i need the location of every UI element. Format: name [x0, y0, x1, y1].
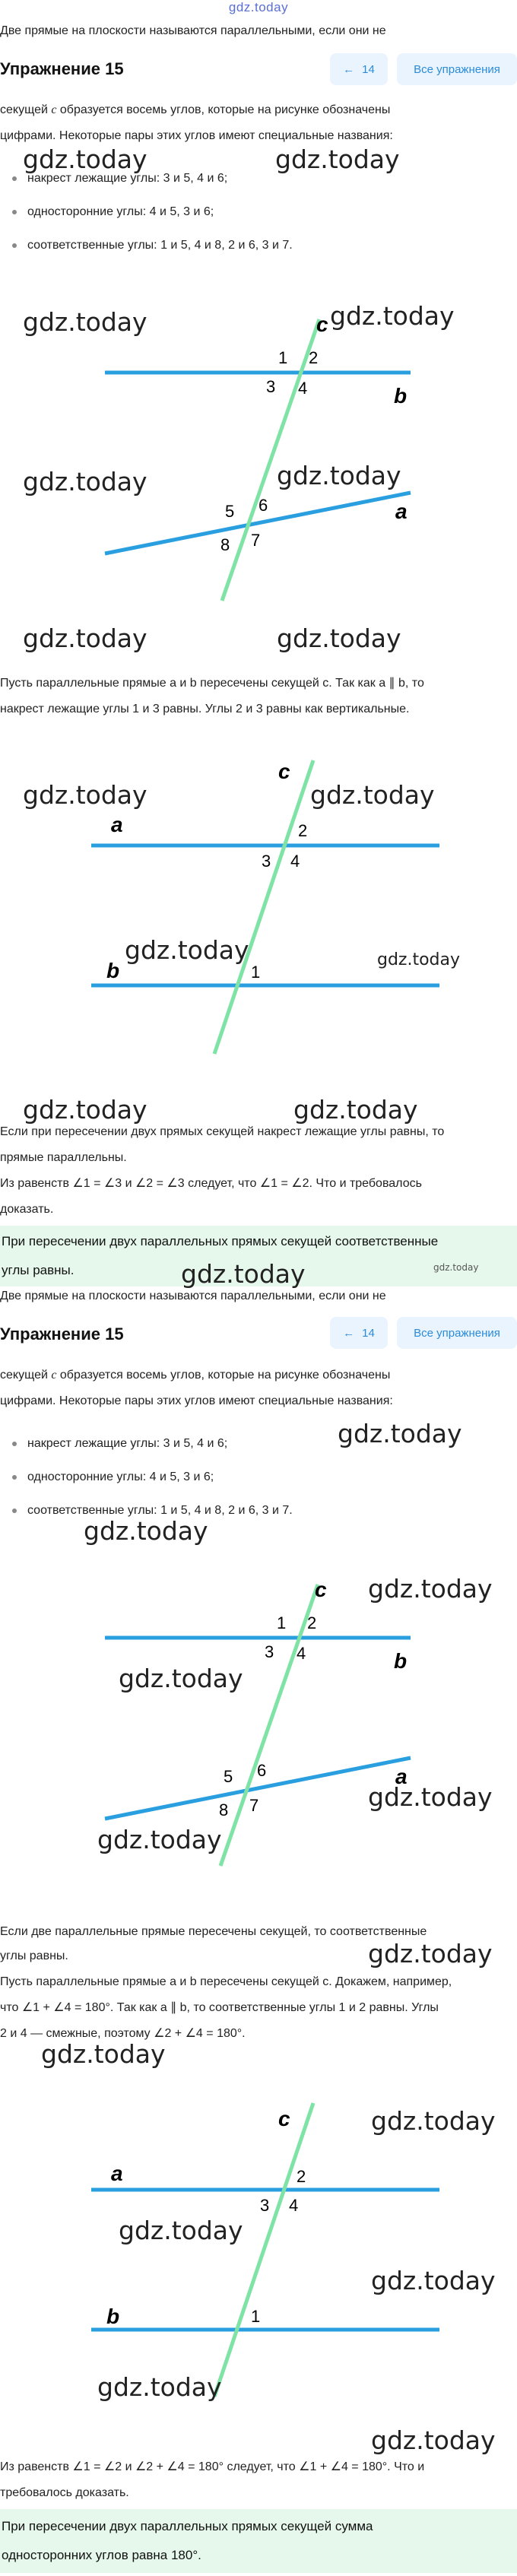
- var-c: c: [51, 1369, 57, 1382]
- list-item-text: накрест лежащие углы: 3 и 5, 4 и 6;: [27, 172, 228, 185]
- lead-text: Две прямые на плоскости называются параллельными, если они не: [0, 24, 386, 37]
- proof-line-2: накрест лежащие углы 1 и 3 равны. Углы 2 и 3 равны как вертикальные.: [0, 703, 410, 715]
- list-item: [12, 1469, 214, 1486]
- list-item-text: соответственные углы: 1 и 5, 4 и 8, 2 и 6, 3 и 7.: [27, 239, 293, 252]
- label-b: b: [394, 1649, 408, 1673]
- arrow-left-icon: ←: [343, 1326, 355, 1340]
- conclusion-line-1: Из равенств ∠1 = ∠2 и ∠2 + ∠4 = 180° следует, что ∠1 + ∠4 = 180°. Что и: [0, 2460, 425, 2473]
- watermark: gdz.today: [125, 935, 249, 965]
- angle-3: 3: [266, 377, 276, 396]
- watermark: gdz.today: [371, 2266, 496, 2295]
- watermark: gdz.today: [368, 1939, 493, 1968]
- label-a: a: [111, 813, 123, 836]
- conclusion-line-2: требовалось доказать.: [0, 2486, 129, 2499]
- line-c: [222, 319, 319, 601]
- label-b: b: [394, 384, 408, 408]
- watermark: gdz.today: [371, 2425, 496, 2455]
- angle-5: 5: [224, 1767, 233, 1786]
- angle-8: 8: [219, 1800, 229, 1819]
- watermark: gdz.today: [84, 1516, 208, 1546]
- angle-1: 1: [251, 963, 261, 982]
- angle-1: 1: [251, 2307, 261, 2326]
- proof-line-3: 2 и 4 — смежные, поэтому ∠2 + ∠4 = 180°.: [0, 2027, 246, 2040]
- watermark: gdz.today: [277, 623, 401, 653]
- watermark: gdz.today: [330, 301, 455, 331]
- angle-6: 6: [257, 1761, 267, 1780]
- watermark: gdz.today: [119, 2216, 243, 2245]
- proof-line-2: что ∠1 + ∠4 = 180°. Так как a ∥ b, то соответственные углы 1 и 2 равны. Углы: [0, 2001, 439, 2014]
- watermark: gdz.today: [23, 623, 147, 653]
- list-item-text: накрест лежащие углы: 3 и 5, 4 и 6;: [27, 1437, 228, 1450]
- angle-2: 2: [297, 2167, 306, 2186]
- label-b: b: [106, 2305, 120, 2328]
- watermark: gdz.today: [368, 1782, 493, 1812]
- watermark: gdz.today: [97, 2372, 222, 2402]
- line-c: [214, 2103, 313, 2397]
- angle-4: 4: [297, 1644, 306, 1663]
- label-a: a: [111, 2162, 123, 2185]
- label-c: c: [278, 2107, 290, 2130]
- all-exercises-button[interactable]: [397, 53, 517, 85]
- proof-line-1: Пусть параллельные прямые a и b пересечены секущей c. Так как a ∥ b, то: [0, 677, 424, 690]
- label-c: c: [316, 312, 328, 336]
- exercise-title: Упражнение 15: [0, 59, 124, 78]
- site-logo[interactable]: gdz.today: [228, 0, 289, 14]
- watermark: gdz.today: [371, 2106, 496, 2136]
- label-c: c: [278, 760, 290, 783]
- bullet-icon: [12, 1475, 17, 1480]
- angle-1: 1: [278, 348, 288, 367]
- watermark: gdz.today: [23, 1095, 147, 1125]
- label-b: b: [106, 959, 120, 982]
- statement-line-2: углы равны.: [0, 1949, 68, 1962]
- angle-7: 7: [251, 531, 261, 550]
- label-c: c: [315, 1578, 327, 1601]
- angle-3: 3: [262, 852, 271, 871]
- list-item-text: соответственные углы: 1 и 5, 4 и 8, 2 и 6, 3 и 7.: [27, 1504, 293, 1517]
- conclusion-line-2: прямые параллельны.: [0, 1151, 127, 1164]
- angle-6: 6: [258, 496, 268, 515]
- bullet-icon: [12, 243, 17, 248]
- label-a: a: [395, 500, 408, 523]
- theorem-line-1: При пересечении двух параллельных прямых секущей сумма: [2, 2519, 373, 2533]
- intro-line-2: цифрами. Некоторые пары этих углов имеют специальные названия:: [0, 129, 393, 142]
- intro-text: секущей: [0, 103, 52, 116]
- watermark: gdz.today: [23, 780, 147, 810]
- watermark: gdz.today: [368, 1574, 493, 1604]
- watermark: gdz.today: [181, 1259, 306, 1289]
- angle-4: 4: [289, 2196, 299, 2215]
- bullet-icon: [12, 176, 17, 181]
- theorem-line-2: углы равны.: [2, 1263, 75, 1277]
- theorem-line-1: При пересечении двух параллельных прямых секущей соответственные: [2, 1234, 439, 1248]
- angle-1: 1: [277, 1613, 287, 1632]
- watermark: gdz.today: [97, 1825, 222, 1854]
- conclusion-line-4: доказать.: [0, 1203, 54, 1216]
- conclusion-line-3: Из равенств ∠1 = ∠3 и ∠2 = ∠3 следует, что ∠1 = ∠2. Что и требовалось: [0, 1177, 422, 1190]
- statement-line-1: Если две параллельные прямые пересечены секущей, то соответственные: [0, 1925, 427, 1938]
- line-c: [220, 1585, 318, 1866]
- watermark: gdz.today: [23, 467, 147, 496]
- watermark: gdz.today: [23, 307, 147, 337]
- bullet-icon: [12, 1508, 17, 1513]
- angle-4: 4: [290, 852, 300, 871]
- exercise-title: Упражнение 15: [0, 1324, 124, 1344]
- intro-text: образуется восемь углов, которые на рисунке обозначены: [56, 1369, 391, 1382]
- watermark: gdz.today: [377, 950, 461, 969]
- angle-2: 2: [298, 821, 308, 840]
- prev-exercise-button[interactable]: [330, 1317, 388, 1349]
- prev-exercise-label: 14: [362, 1326, 375, 1340]
- theorem-line-2: односторонних углов равна 180°.: [2, 2548, 201, 2562]
- angle-5: 5: [225, 502, 235, 521]
- intro-line-1: [0, 102, 517, 119]
- angle-2: 2: [309, 348, 319, 367]
- watermark: gdz.today: [277, 461, 401, 490]
- prev-exercise-label: 14: [362, 62, 375, 76]
- watermark: gdz.today: [338, 1419, 462, 1448]
- angle-3: 3: [260, 2196, 270, 2215]
- intro-line-2: цифрами. Некоторые пары этих углов имеют специальные названия:: [0, 1394, 393, 1407]
- watermark: gdz.today: [23, 144, 147, 174]
- watermark: gdz.today: [41, 2039, 166, 2069]
- proof-line-1: Пусть параллельные прямые a и b пересечены секущей c. Докажем, например,: [0, 1975, 452, 1988]
- bullet-icon: [12, 210, 17, 214]
- list-item: [12, 1436, 227, 1452]
- arrow-left-icon: ←: [343, 62, 355, 76]
- lead-text: Две прямые на плоскости называются параллельными, если они не: [0, 1290, 386, 1302]
- all-exercises-label: Все упражнения: [414, 62, 500, 76]
- all-exercises-button[interactable]: [397, 1317, 517, 1349]
- label-a: a: [395, 1765, 408, 1788]
- prev-exercise-button[interactable]: [330, 53, 388, 85]
- intro-text: секущей: [0, 1369, 52, 1382]
- list-item-text: односторонние углы: 4 и 5, 3 и 6;: [27, 1470, 214, 1483]
- list-item-text: односторонние углы: 4 и 5, 3 и 6;: [27, 205, 214, 218]
- line-c: [214, 760, 313, 1054]
- all-exercises-label: Все упражнения: [414, 1326, 500, 1340]
- watermark: gdz.today: [119, 1664, 243, 1693]
- watermark: gdz.today: [310, 780, 435, 810]
- angle-7: 7: [249, 1796, 259, 1815]
- watermark: gdz.today: [433, 1262, 479, 1273]
- var-c: c: [51, 103, 57, 116]
- intro-text: образуется восемь углов, которые на рисунке обозначены: [56, 103, 391, 116]
- list-item: [12, 237, 293, 254]
- watermark: gdz.today: [293, 1095, 418, 1125]
- angle-8: 8: [220, 535, 230, 554]
- angle-2: 2: [307, 1613, 317, 1632]
- intro-line-1: [0, 1367, 517, 1384]
- angle-3: 3: [265, 1642, 274, 1661]
- conclusion-line-1: Если при пересечении двух прямых секущей накрест лежащие углы равны, то: [0, 1125, 445, 1138]
- bullet-icon: [12, 1442, 17, 1446]
- angle-4: 4: [298, 379, 308, 398]
- list-item: [12, 204, 214, 220]
- watermark: gdz.today: [275, 144, 400, 174]
